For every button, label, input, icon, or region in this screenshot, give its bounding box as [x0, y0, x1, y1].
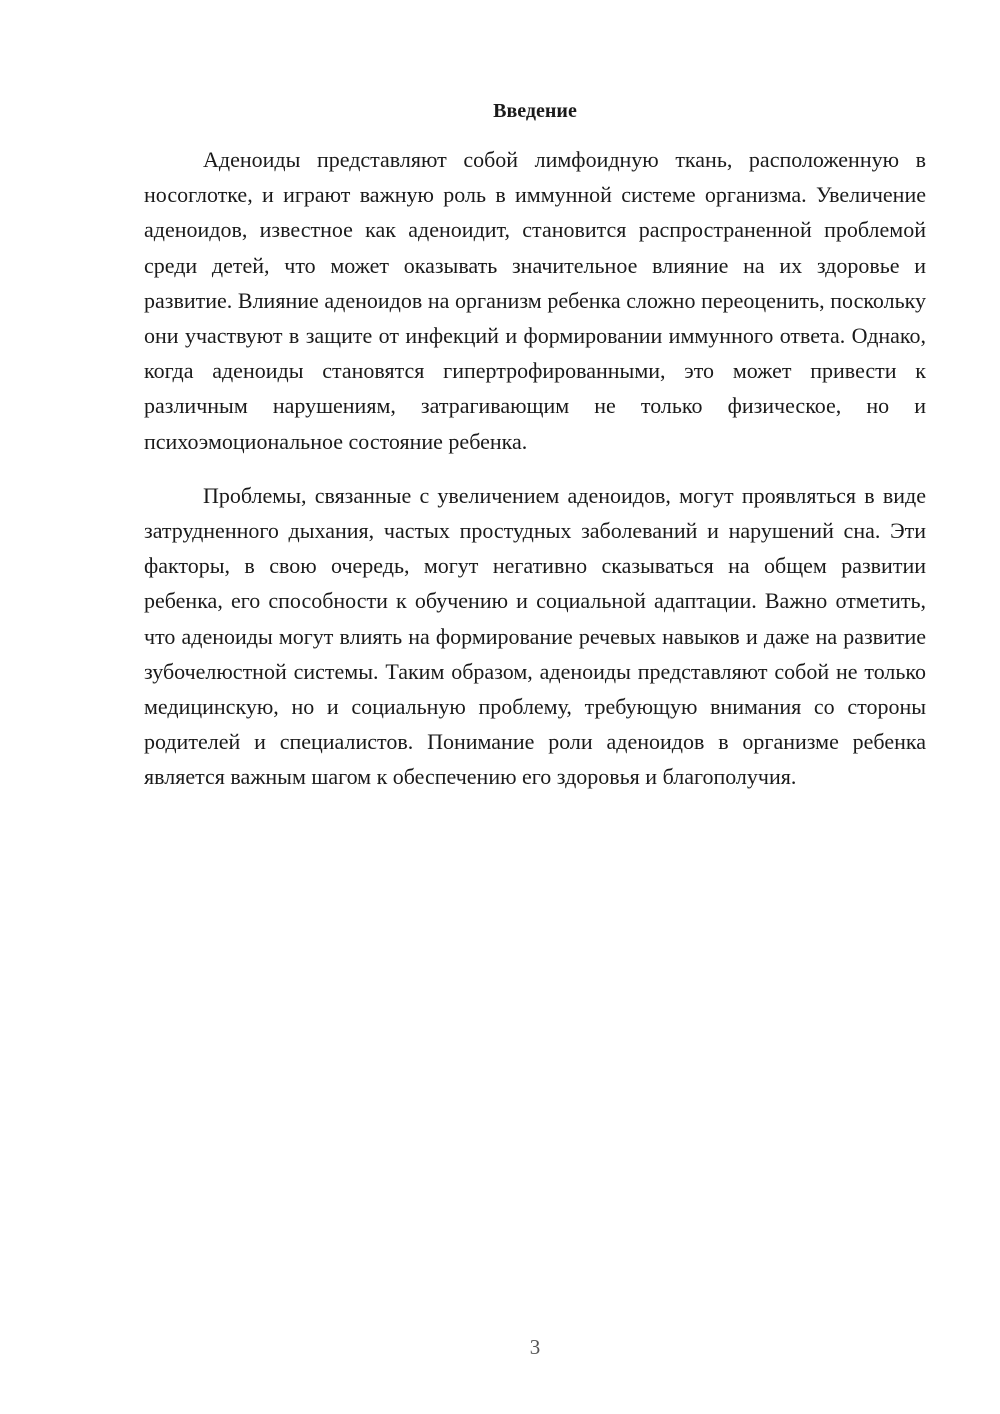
body-text: [144, 142, 926, 795]
paragraph-2: Проблемы, связанные с увеличением аденоидов, могут проявляться в виде затрудненного дыхания, частых простудных заболеваний и нарушений сна. Эти факторы, в свою очередь, могут негативно сказываться на общем развитии ребенка, его способности к обучению и социальной адаптации. Важно отметить, что аденоиды могут влиять на формирование речевых навыков и даже на развитие зубочелюстной системы. Таким образом, аденоиды представляют собой не только медицинскую, но и социальную проблему, требующую внимания со стороны родителей и специалистов. Понимание роли аденоидов в организме ребенка является важным шагом к обеспечению его здоровья и благополучия.: [144, 482, 926, 790]
page-number: 3: [529, 1335, 541, 1359]
paragraph-1: Аденоиды представляют собой лимфоидную ткань, расположенную в носоглотке, и играют важную роль в иммунной системе организма. Увеличение аденоидов, известное как аденоидит, становится распространенной проблемой среди детей, что может оказывать значительное влияние на их здоровье и развитие. Влияние аденоидов на организм ребенка сложно переоценить, поскольку они участвуют в защите от инфекций и формировании иммунного ответа. Однако, когда аденоиды становятся гипертрофированными, это может привести к различным нарушениям, затрагивающим не только физическое, но и психоэмоциональное состояние ребенка.: [144, 147, 926, 454]
page-title: Введение: [493, 100, 577, 122]
